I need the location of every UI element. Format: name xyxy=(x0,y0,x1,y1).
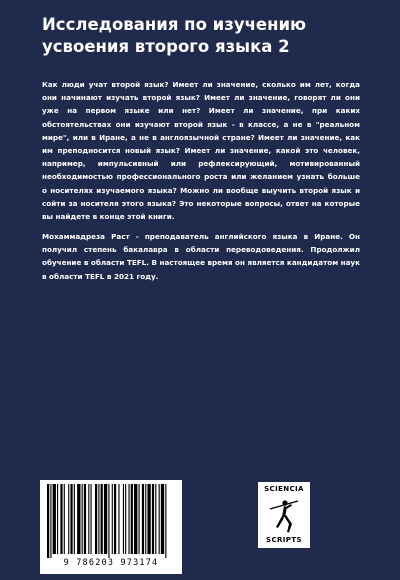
barcode-bar xyxy=(82,484,83,554)
barcode-bar xyxy=(134,484,137,554)
barcode-bar xyxy=(112,484,113,554)
barcode-bar xyxy=(84,484,86,554)
barcode-bar xyxy=(50,484,51,558)
barcode-bar xyxy=(142,484,144,554)
barcode-digits: 9 786203 973174 xyxy=(63,558,159,568)
barcode-bar xyxy=(161,484,164,554)
barcode-bar xyxy=(57,484,58,554)
barcode-bar xyxy=(114,484,116,554)
barcode-bar xyxy=(68,484,69,554)
barcode-bar xyxy=(98,484,99,554)
author-bio: Мохаммадреза Раст - преподаватель английского языка в Иране. Он получил степень бакалавра в области переводоведения. Продолжил обучение в области TEFL. В настоящее время он является кандидатом наук в области TEFL в 2021 году. xyxy=(42,232,360,281)
barcode-bar xyxy=(108,484,109,558)
barcode-bar xyxy=(159,484,160,554)
barcode-bar xyxy=(64,484,65,554)
barcode-bar xyxy=(131,484,133,554)
barcode-bar xyxy=(74,484,75,554)
book-title: Исследования по изучению усвоения второго языка 2 xyxy=(42,15,307,56)
barcode-bar xyxy=(60,484,62,554)
barcode-bar xyxy=(47,484,49,558)
isbn-barcode xyxy=(40,480,182,574)
barcode-bar xyxy=(125,484,126,554)
barcode-bar xyxy=(88,484,89,554)
barcode-bars-icon xyxy=(45,484,177,558)
publisher-logo-top-text: SCIENCIA xyxy=(264,485,304,493)
barcode-bar xyxy=(118,484,119,554)
barcode-bar xyxy=(147,484,150,554)
barcode-bar xyxy=(95,484,97,554)
publisher-logo-bottom-text: SCRIPTS xyxy=(266,536,302,544)
barcode-bar xyxy=(155,484,156,554)
publisher-logo xyxy=(258,482,310,548)
barcode-bar xyxy=(139,484,140,554)
barcode-bar xyxy=(77,484,80,554)
runner-with-spear-icon xyxy=(268,495,300,535)
barcode-bar xyxy=(128,484,129,554)
barcode-bar xyxy=(165,484,166,558)
barcode-bar xyxy=(152,484,154,554)
barcode-bar xyxy=(104,484,107,554)
barcode-bar xyxy=(101,484,103,554)
book-description: Как люди учат второй язык? Имеет ли значение, сколько им лет, когда они начинают изучать второй язык? Имеет ли значение, говорят ли они уже на первом языке или нет? Имеет ли значение, при каких обстоятельствах они изучают второй язык - в классе, а не в "реальном мире", или в Иране, а не в англоязычной стране? Имеет ли значение, как им преподносится новый язык? Имеет ли значение, какой это человек, например, импульсивный или рефлексирующий, мотивированный необходимостью профессионального роста или желанием узнать больше о носителях изучаемого языка? Можно ли вообще выучить второй язык и сойти за носителя этого языка? Это некоторые вопросы, ответ на которые вы найдете в конце этой книги. xyxy=(42,80,360,222)
barcode-bar xyxy=(91,484,92,554)
barcode-bar xyxy=(70,484,72,554)
barcode-bar xyxy=(123,484,124,554)
barcode-bar xyxy=(145,484,146,554)
barcode-bar xyxy=(53,484,56,554)
